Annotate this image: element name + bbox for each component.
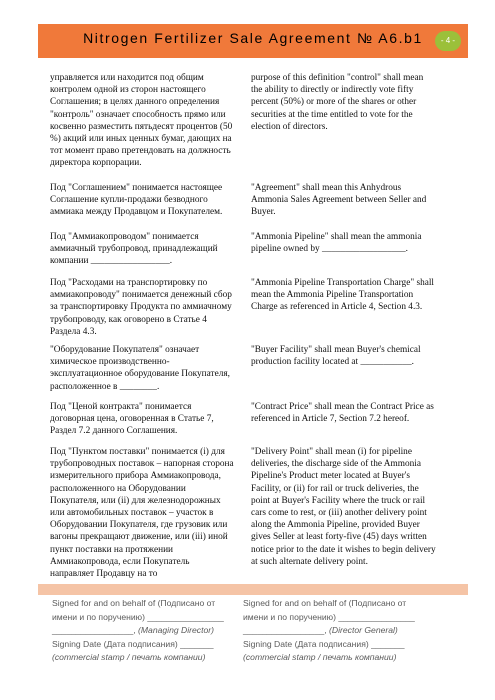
signature-name-line bbox=[243, 624, 433, 638]
signing-date-line: Signing Date (Дата подписания) _______ bbox=[52, 638, 214, 649]
bilingual-definitions bbox=[50, 72, 454, 580]
page-number-badge: - 4 - bbox=[435, 31, 461, 51]
signature-line: Signed for and on behalf of (Подписано от bbox=[243, 598, 407, 608]
definition-ru: Под "Расходами на транспортировку по аммиакопроводу" понимается денежный сбор за транспортировку Продукта по аммиачному трубопроводу, как оговорено в Статье 4 Раздела 4.3. bbox=[50, 278, 232, 337]
definition-ru: "Оборудование Покупателя" означает химическое производственно-эксплуатационное оборудование Покупателя, расположенное в ________. bbox=[50, 345, 230, 392]
signature-line: имени и по поручению) ________________ bbox=[52, 611, 224, 622]
buyer-signature-block bbox=[243, 597, 433, 665]
definition-row-agreement bbox=[50, 182, 454, 231]
definition-row-transportation-charge bbox=[50, 277, 454, 344]
definition-en: "Contract Price" shall mean the Contract Price as referenced in Article 7, Section 7.2 hereof. bbox=[251, 402, 434, 425]
seller-signature-block bbox=[52, 597, 242, 665]
name-blank: _________________, bbox=[52, 625, 136, 636]
stamp-line: (commercial stamp / печать компании) bbox=[52, 652, 206, 663]
stamp-line: (commercial stamp / печать компании) bbox=[243, 652, 397, 663]
signatory-role: (Managing Director) bbox=[138, 625, 214, 636]
signing-date-line: Signing Date (Дата подписания) _______ bbox=[243, 638, 405, 649]
definition-en: "Delivery Point" shall mean (i) for pipeline deliveries, the discharge side of the Ammonia Pipeline's Product meter located at Buyer's Facility, or (ii) for rail or truck deliveries, the point at Buyer's Facility where the truck or rail cars come to rest, or (iii) another delivery point along the Ammonia Pipeline, provided Buyer gives Seller at least forty-five (45) days written notice prior to the date it wishes to begin delivery at such alternate delivery point. bbox=[251, 447, 436, 567]
definition-ru: Под "Пунктом поставки" понимается (i) для трубопроводных поставок – напорная сторона измерительного прибора Аммиакопровода, расположенного на Оборудовании Покупателя, или (ii) для железнодорожных или автомобильных поставок – участок в Оборудовании Покупателя, где грузовик или вагоны прекращают движение, или (iii) иной пункт поставки на протяжении Аммиакопровода, если Покупатель направляет Продавцу на то bbox=[50, 447, 234, 580]
signature-line: имени и по поручению) ________________ bbox=[243, 611, 415, 622]
header-band bbox=[38, 24, 468, 58]
definition-ru: управляется или находится под общим контролем одной из сторон настоящего Соглашения; в целях данного определения "контроль" означает способность прямо или косвенно разместить пятьдесят процентов (50 %) акций или иных ценных бумаг, дающих на тот момент право претендовать на должность директора корпорации. bbox=[50, 73, 233, 169]
signature-name-line bbox=[52, 624, 242, 638]
definition-en: purpose of this definition "control" shall mean the ability to directly or indirectly vote fifty percent (50%) or more of the shares or other securities at the time entitled to vote for the election of directors. bbox=[251, 73, 424, 132]
definition-en: "Ammonia Pipeline Transportation Charge" shall mean the Ammonia Pipeline Transportation Charge as referenced in Article 4, Section 4.3. bbox=[251, 278, 435, 313]
definition-ru: Под "Соглашением" понимается настоящее Соглашение купли-продажи безводного аммиака между Продавцом и Покупателем. bbox=[50, 183, 223, 218]
signature-line: Signed for and on behalf of (Подписано от bbox=[52, 598, 216, 608]
name-blank: _________________, bbox=[243, 625, 327, 636]
definition-en: "Buyer Facility" shall mean Buyer's chemical production facility located at ___________. bbox=[251, 345, 421, 368]
definition-row-contract-price bbox=[50, 401, 454, 446]
definition-en: "Ammonia Pipeline" shall mean the ammonia pipeline owned by __________________. bbox=[251, 232, 422, 255]
definition-en: "Agreement" shall mean this Anhydrous Ammonia Sales Agreement between Seller and Buyer. bbox=[251, 183, 427, 218]
definition-row-control bbox=[50, 72, 454, 182]
definition-row-delivery-point bbox=[50, 446, 454, 580]
document-title: Nitrogen Fertilizer Sale Agreement № A6.b1 bbox=[83, 30, 423, 46]
definition-row-ammonia-pipeline bbox=[50, 231, 454, 277]
definition-ru: Под "Аммиакопроводом" понимается аммиачный трубопровод, принадлежащий компании _________________. bbox=[50, 232, 218, 267]
definition-ru: Под "Ценой контракта" понимается договорная цена, оговоренная в Статье 7, Раздел 7.2 данного Соглашения. bbox=[50, 402, 214, 437]
signatory-role: (Director General) bbox=[329, 625, 398, 636]
footer-band bbox=[38, 584, 468, 595]
definition-row-buyer-facility bbox=[50, 344, 454, 401]
